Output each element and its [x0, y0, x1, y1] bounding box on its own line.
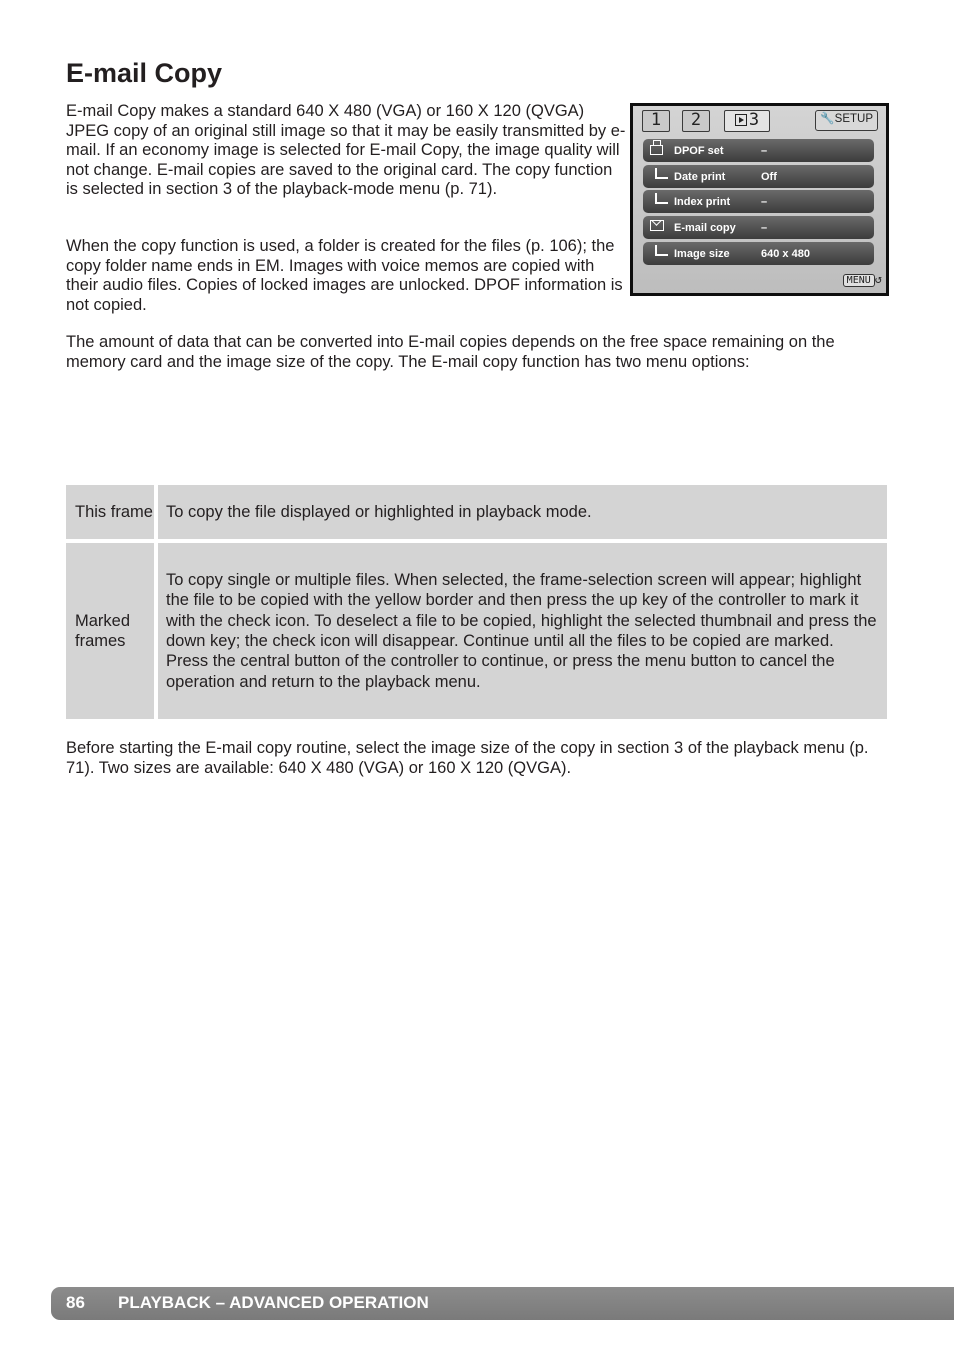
menu-tab-3[interactable]: [724, 110, 770, 132]
sub-item-icon: [655, 193, 668, 204]
option-description: To copy the file displayed or highlighted in playback mode.: [158, 485, 887, 539]
menu-row-value: –: [761, 145, 768, 157]
sub-item-icon: [655, 168, 668, 179]
menu-tab-3-label: 3: [748, 110, 760, 130]
menu-row-label: Image size: [674, 248, 730, 260]
menu-row-label: E-mail copy: [674, 222, 736, 234]
option-description: To copy single or multiple files. When selected, the frame-selection screen will appear; highlight the file to be copied with the yellow border and then press the up key of the controller to mark it with the check icon. To deselect a file to be copied, highlight the selected thumbnail and press the down key; the check icon will disappear. Continue until all the files to be copied are marked. Press the central button of the controller to continue, or press the menu button to cancel the operation and return to the playback menu.: [158, 543, 887, 719]
menu-row-image-size[interactable]: [643, 242, 874, 265]
camera-menu-screen: [630, 103, 889, 296]
option-name: Marked frames: [66, 543, 158, 719]
page-number: 86: [66, 1293, 85, 1312]
page-footer: [51, 1287, 954, 1320]
menu-row-value: Off: [761, 171, 777, 183]
amount-paragraph: The amount of data that can be converted into E-mail copies depends on the free space remaining on the memory card and the image size of the copy. The E-mail copy function has two menu options:: [66, 333, 835, 371]
options-table: [66, 481, 887, 723]
before-paragraph: Before starting the E-mail copy routine, select the image size of the copy in section 3 of the playback menu (p. 71). Two sizes are available: 640 X 480 (VGA) or 160 X 120 (QVGA).: [66, 739, 869, 777]
menu-tab-1[interactable]: 1: [642, 110, 670, 132]
menu-row-value: –: [761, 196, 768, 208]
camera-menu-panel: [633, 106, 886, 293]
sub-item-icon: [655, 245, 668, 256]
menu-row-value: 640 x 480: [761, 248, 810, 260]
setup-tab[interactable]: [815, 110, 878, 131]
table-row: [66, 543, 887, 719]
playback-icon: [735, 114, 747, 126]
menu-row-index-print[interactable]: [643, 190, 874, 213]
menu-return-button[interactable]: [843, 272, 882, 287]
return-icon: ↺: [874, 272, 882, 286]
menu-row-dpof-set[interactable]: [643, 139, 874, 162]
table-row: [66, 485, 887, 539]
wrench-icon: 🔧: [820, 113, 835, 125]
folder-paragraph: When the copy function is used, a folder is created for the files (p. 106); the copy folder name ends in EM. Images with voice memos are copied with their audio files. Copies of locked images are unlocked. DPOF information is not copied.: [66, 237, 623, 314]
envelope-icon: [650, 219, 664, 230]
menu-row-label: Index print: [674, 196, 731, 208]
setup-tab-label: SETUP: [834, 113, 873, 125]
option-name: This frame: [66, 485, 158, 539]
intro-paragraph: E-mail Copy makes a standard 640 X 480 (VGA) or 160 X 120 (QVGA) JPEG copy of an original still image so that it may be easily transmitted by e-mail. If an economy image is selected for E-mail Copy, the image quality will not change. E-mail copies are saved to the original card. The copy function is selected in section 3 of the playback-mode menu (p. 71).: [66, 102, 626, 199]
menu-row-email-copy[interactable]: [643, 216, 874, 239]
menu-button-label: MENU: [843, 274, 875, 287]
menu-row-date-print[interactable]: [643, 165, 874, 188]
page-title: E-mail Copy: [66, 58, 223, 88]
printer-icon: [650, 142, 663, 152]
section-title: PLAYBACK – ADVANCED OPERATION: [118, 1293, 429, 1312]
menu-row-label: Date print: [674, 171, 726, 183]
menu-row-label: DPOF set: [674, 145, 724, 157]
menu-row-value: –: [761, 222, 768, 234]
menu-tab-2[interactable]: 2: [682, 110, 710, 132]
